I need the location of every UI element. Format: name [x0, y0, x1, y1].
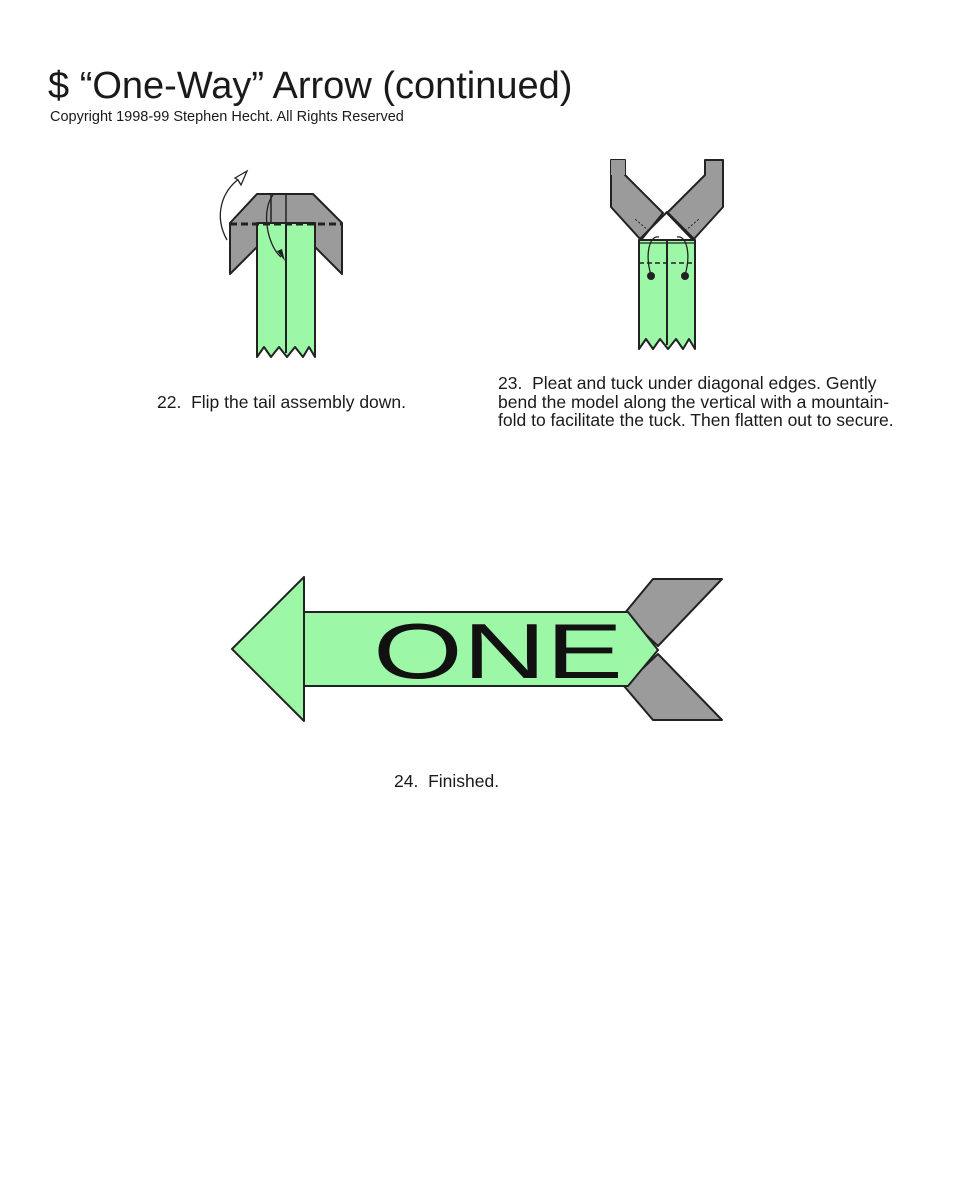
- step-23-caption: [498, 374, 898, 430]
- arrow-label: ONE: [373, 607, 623, 695]
- arrowhead: [232, 577, 304, 721]
- copyright-notice: Copyright 1998-99 Stephen Hecht. All Rights Reserved: [50, 109, 404, 125]
- right-wing-gray: [667, 160, 723, 240]
- page-title: $ “One-Way” Arrow (continued): [48, 65, 573, 107]
- step-23-number: 23.: [498, 373, 523, 393]
- step-24-caption: [394, 772, 499, 791]
- step-22-text: Flip the tail assembly down.: [191, 392, 407, 412]
- step-22-number: 22.: [157, 392, 182, 412]
- finished-arrow-diagram: [228, 574, 728, 726]
- step-22-caption: [157, 393, 406, 412]
- step-24-text: Finished.: [428, 771, 500, 791]
- step-22-diagram: [215, 165, 355, 365]
- step-23-diagram: [605, 155, 735, 355]
- step-24-number: 24.: [394, 771, 419, 791]
- step-23-text: Pleat and tuck under diagonal edges. Gently bend the model along the vertical with a mountain-fold to facilitate the tuck. Then flatten out to secure.: [498, 373, 894, 430]
